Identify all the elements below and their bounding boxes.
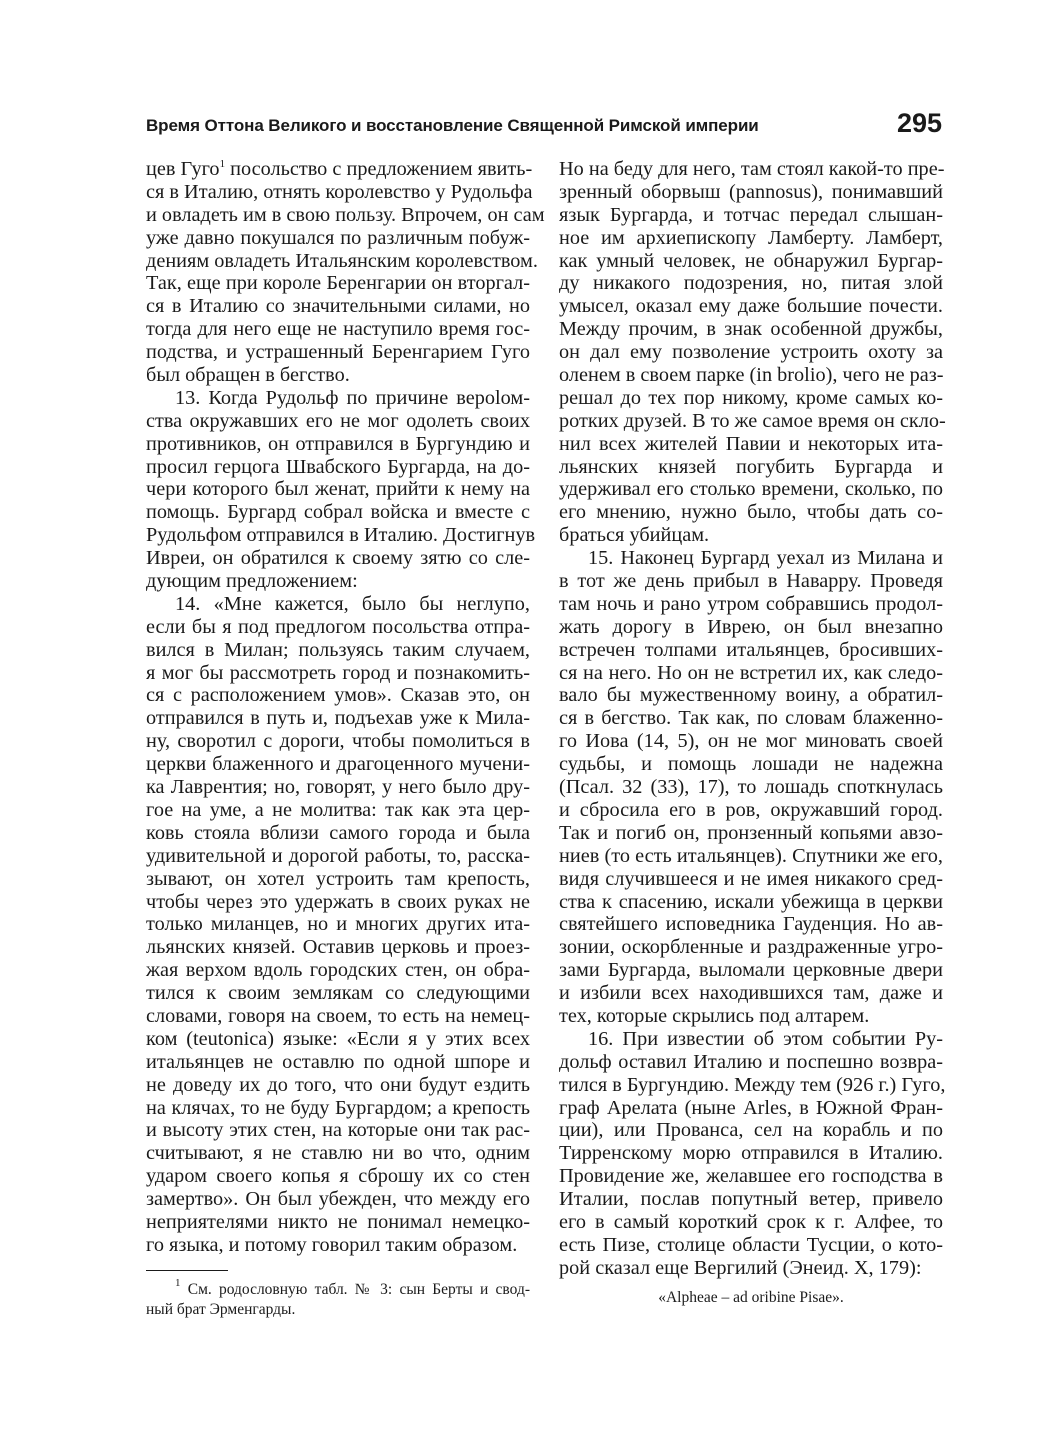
footnote-text: См. родословную табл. № 3: сын Берты и свод- — [180, 1281, 530, 1298]
text-line: и высоту этих стен, на которые они так рас- — [146, 1119, 530, 1142]
text-line: ся на него. Но он не встретил их, как следо- — [559, 661, 943, 684]
text-line: ка Лаврентия; но, говорят, у него было дру- — [146, 776, 530, 799]
text-line: просил герцога Швабского Бургарда, на до- — [146, 455, 530, 478]
text-line: судьбы, и помощь лошади не надежна — [559, 753, 943, 776]
right-text-column — [559, 158, 946, 1280]
text-line: и сбросила его в ров, окружавший город. — [559, 798, 943, 821]
text-line: Италии, послав попутный ветер, привело — [559, 1188, 943, 1211]
text-line: ства окружавших его не мог одолеть своих — [146, 409, 530, 432]
text-line: ся в Италию, отнять королевство у Рудольфа — [146, 180, 533, 203]
text-line: умысел, оказал ему даже большие почести. — [559, 295, 943, 318]
text-line: его мнению, нужно было, чтобы дать со- — [559, 501, 943, 524]
text-line: нил всех жителей Павии и некоторых ита- — [559, 432, 943, 455]
text-line: Так, еще при короле Беренгарии он вторгал- — [146, 272, 530, 295]
text-line: ковь стояла вблизи самого города и была — [146, 821, 530, 844]
text-line: (Псал. 32 (33), 17), то лошадь споткнулась — [559, 776, 943, 799]
text-line: Между прочим, в знак особенной дружбы, — [559, 318, 943, 341]
text-line: гое на уме, а не молитва: так как эта цер- — [146, 798, 530, 821]
text-line: я мог бы рассмотреть город и познакомить- — [146, 661, 530, 684]
text-line: браться убийцам. — [559, 524, 710, 547]
text-line: Так и погиб он, пронзенный копьями авзо- — [559, 821, 943, 844]
text-line: был обращен в бегство. — [146, 364, 350, 387]
text-line: ниев (то есть итальянцев). Спутники же его, — [559, 844, 943, 867]
text-line: в тот же день прибыл в Наварру. Проведя — [559, 570, 943, 593]
running-header — [146, 108, 942, 152]
text-line: язык Бургарда, и тотчас передал слышан- — [559, 203, 943, 226]
text-line: как умный человек, не обнаружил Бургар- — [559, 249, 943, 272]
text-line: итальянцев не оставлю по одной шпоре и — [146, 1050, 530, 1073]
text-line: чтобы через это удержать в своих руках не — [146, 890, 530, 913]
text-line: жать дорогу в Иврею, он был внезапно — [559, 615, 943, 638]
line-fragment: цев Гуго — [146, 158, 220, 180]
text-line: зонии, оскорбленные и раздраженные угро- — [559, 936, 943, 959]
text-line: ся с расположением умов». Сказав это, он — [146, 684, 530, 707]
text-line: святейшего исповедника Гауденция. Но ав- — [559, 913, 943, 936]
text-line: тился к своим землякам со следующими — [146, 982, 530, 1005]
text-line: неприятелями никто не понимал немецко- — [146, 1210, 530, 1233]
text-line: ударом своего копья я сброшу их со стен — [146, 1165, 530, 1188]
text-line: церкви блаженного и драгоценного мучени- — [146, 753, 530, 776]
footnote-divider — [146, 1270, 228, 1271]
text-line: зами Бургарда, выломали церковные двери — [559, 959, 943, 982]
text-line: там ночь и рано утром собравшись продол- — [559, 592, 943, 615]
text-line: 13. Когда Рудольф по причине верolом- — [175, 386, 530, 409]
text-line: если бы я под предлогом посольства отпра- — [146, 615, 530, 638]
footnote-line: ный брат Эрменгарды. — [146, 1301, 296, 1318]
text-line: го Иова (14, 5), он не мог миновать своей — [559, 730, 943, 753]
text-line: есть Пизе, столице области Тусции, о кото- — [559, 1233, 943, 1256]
text-line: не доведу их до того, что они будут ездить — [146, 1073, 530, 1096]
text-line: и овладеть им в свою пользу. Впрочем, он сам — [146, 203, 545, 226]
text-line: ну, своротил с дороги, чтобы помолиться в — [146, 730, 530, 753]
text-line: противников, он отправился в Бургундию и — [146, 432, 530, 455]
text-line: тился в Бургундию. Между тем (926 г.) Гуго, — [559, 1073, 946, 1096]
text-line: ства к спасению, искали убежища в церкви — [559, 890, 943, 913]
text-line: помощь. Бургард собрал войска и вместе с — [146, 501, 530, 524]
text-line: и избили всех находившихся там, даже и — [559, 982, 943, 1005]
text-line: считывают, я не ставлю ни во что, одним — [146, 1142, 530, 1165]
left-text-column — [146, 158, 545, 1257]
text-line: Рудольфом отправился в Италию. Достигнув — [146, 524, 536, 547]
text-line: граф Арелата (ныне Arles, в Южной Фран- — [559, 1096, 943, 1119]
text-line: 14. «Мне кажется, было бы неглупо, — [175, 592, 530, 615]
text-line: тогда для него еще не наступило время гос- — [146, 318, 530, 341]
text-line: дольф оставил Италию и поспешно возвра- — [559, 1050, 943, 1073]
running-title: Время Оттона Великого и восстановление Священной Римской империи — [146, 116, 759, 135]
text-line: Ивреи, он обратился к своему зятю со сле- — [146, 547, 530, 570]
text-line: подства, и устрашенный Беренгарием Гуго — [146, 341, 530, 364]
text-line: ся в Италию со значительными силами, но — [146, 295, 530, 318]
text-line: ное им архиепископу Ламберту. Ламберт, — [559, 226, 943, 249]
text-line: словами, говоря на своем, то есть на немец- — [146, 1004, 530, 1027]
text-line: Провидение же, желавшее его господства в — [559, 1165, 943, 1188]
text-line: чери которого был женат, прийти к нему на — [146, 478, 530, 501]
text-line: рой сказал еще Вергилий (Энеид. X, 179): — [559, 1256, 922, 1279]
text-line: ся в бегство. Так как, по словам блаженно- — [559, 707, 943, 730]
text-line: удивительной и дорогой работы, то, расска- — [146, 844, 530, 867]
footnote-line — [146, 1277, 530, 1300]
text-line: ции), или Прованса, сел на корабль и по — [559, 1119, 943, 1142]
text-line: удерживал его столько времени, сколько, по — [559, 478, 943, 501]
text-line: 15. Наконец Бургард уехал из Милана и — [588, 547, 943, 570]
text-line: замертво». Он был убежден, что между его — [146, 1188, 530, 1211]
text-line: вился в Милан; пользуясь таким случаем, — [146, 638, 530, 661]
text-line: зывают, он хотел устроить там крепость, — [146, 867, 530, 890]
text-line: ротких друзей. В то же самое время он скло- — [559, 409, 946, 432]
page-number: 295 — [896, 108, 942, 138]
text-line: ком (teutonica) языке: «Если я у этих всех — [146, 1027, 530, 1050]
text-line: Но на беду для него, там стоял какой-то пре- — [559, 158, 945, 180]
text-line: жая верхом вдоль городских стен, он обра- — [146, 959, 530, 982]
text-line: отправился в путь и, подъехав уже к Мила- — [146, 707, 530, 730]
text-line: дующим предложением: — [146, 570, 358, 593]
text-line: тех, которые скрылись под алтарем. — [559, 1004, 870, 1027]
text-line: он дал ему позволение устроить охоту за — [559, 341, 943, 364]
line-fragment: посольство с предложением явить- — [225, 158, 533, 180]
text-line: уже давно покушался по различным побуж- — [146, 226, 530, 249]
footnote — [146, 1277, 530, 1320]
text-line: зренный оборвыш (pannosus), понимавший — [559, 180, 943, 203]
text-line: вало бы мужественному воину, а обратил- — [559, 684, 943, 707]
text-line: только миланцев, но и многих других ита- — [146, 913, 530, 936]
footnote-marker: 1 — [219, 158, 226, 170]
text-line: встречен толпами итальянцев, бросивших- — [559, 638, 943, 661]
text-line: на клячах, то не буду Бургардом; а крепость — [146, 1096, 530, 1119]
text-line: Тирренскому морю отправился в Италию. — [559, 1142, 943, 1165]
footnote-number: 1 — [175, 1277, 181, 1289]
text-line: видя случившееся и не имея никакого сред- — [559, 867, 943, 890]
text-line: го языка, и потому говорил таким образом. — [146, 1233, 518, 1256]
text-line: льянских князей. Оставив церковь и проез- — [146, 936, 530, 959]
text-line: оленем в своем парке (in brolio), чего не раз- — [559, 364, 944, 387]
text-line: его в самый короткий срок к г. Алфее, то — [559, 1210, 943, 1233]
text-line: дениям овладеть Итальянским королевством. — [146, 249, 538, 272]
text-line: ду никакого подозрения, но, питая злой — [559, 272, 943, 295]
verse-quote: «Alpheae – ad oribine Pisae». — [658, 1289, 844, 1306]
text-line: решал до тех пор никому, кроме самых ко- — [559, 386, 943, 409]
text-line: льянских князей погубить Бургарда и — [559, 455, 943, 478]
text-line — [146, 158, 533, 181]
text-line: 16. При известии об этом событии Ру- — [588, 1027, 943, 1050]
